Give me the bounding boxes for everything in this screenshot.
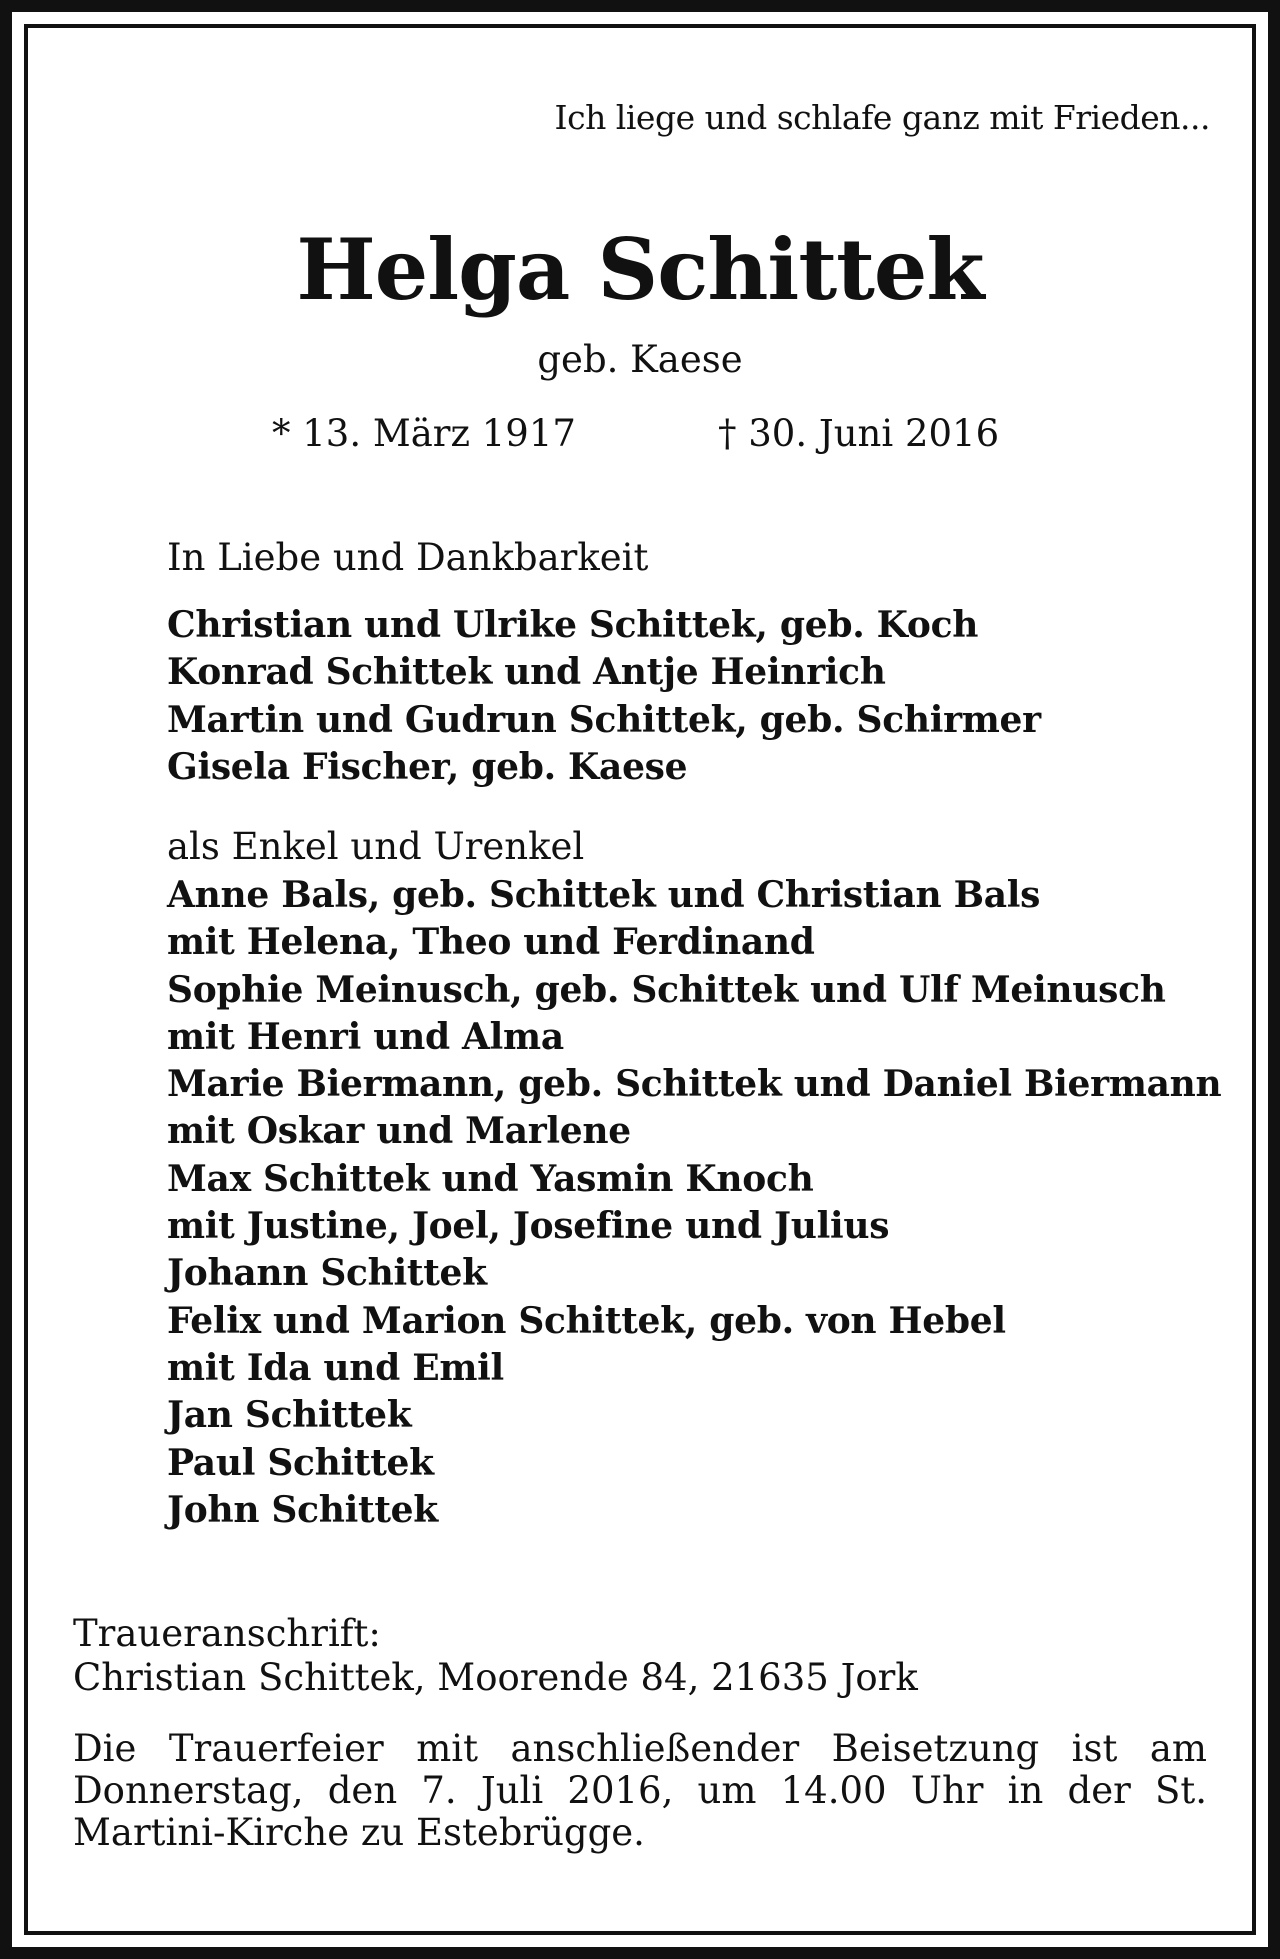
address-line: Christian Schittek, Moorende 84, 21635 Jork [73,1656,918,1699]
family-list [167,602,1041,791]
descendants-list [167,872,1221,1534]
mourning-address [73,1612,918,1700]
list-item: mit Ida und Emil [167,1346,504,1389]
list-item: Paul Schittek [167,1441,434,1484]
list-item: Felix und Marion Schittek, geb. von Hebel [167,1299,1006,1342]
address-label: Traueranschrift: [73,1612,381,1655]
birth-date: * 13. März 1917 [272,412,576,455]
list-item: mit Helena, Theo und Ferdinand [167,921,815,964]
epigraph: Ich liege und schlafe ganz mit Frieden... [554,98,1210,137]
deceased-name: Helga Schittek [296,220,984,319]
death-date: † 30. Juni 2016 [718,412,1000,455]
list-item: Max Schittek und Yasmin Knoch [167,1157,814,1200]
family-intro: In Liebe und Dankbarkeit [167,536,649,579]
maiden-name: geb. Kaese [537,338,743,381]
list-item: Anne Bals, geb. Schittek und Christian Bals [167,874,1041,916]
list-item: Jan Schittek [167,1394,412,1437]
list-item: Gisela Fischer, geb. Kaese [167,745,688,788]
list-item: Johann Schittek [167,1252,487,1295]
ceremony-info: Die Trauerfeier mit anschließender Beisetzung ist am Donnerstag, den 7. Juli 2016, um 14.00 Uhr in der St. Martini-Kirche zu Estebrügge. [73,1727,1207,1854]
list-item: mit Henri und Alma [167,1015,564,1058]
list-item: Martin und Gudrun Schittek, geb. Schirmer [167,698,1041,741]
list-item: Sophie Meinusch, geb. Schittek und Ulf Meinusch [167,968,1166,1011]
list-item: Marie Biermann, geb. Schittek und Daniel Biermann [167,1063,1222,1106]
list-item: mit Justine, Joel, Josefine und Julius [167,1205,890,1248]
list-item: Christian und Ulrike Schittek, geb. Koch [167,604,979,646]
list-item: John Schittek [167,1488,438,1531]
descendants-intro: als Enkel und Urenkel [167,825,585,868]
list-item: Konrad Schittek und Antje Heinrich [167,651,886,694]
list-item: mit Oskar und Marlene [167,1110,631,1153]
